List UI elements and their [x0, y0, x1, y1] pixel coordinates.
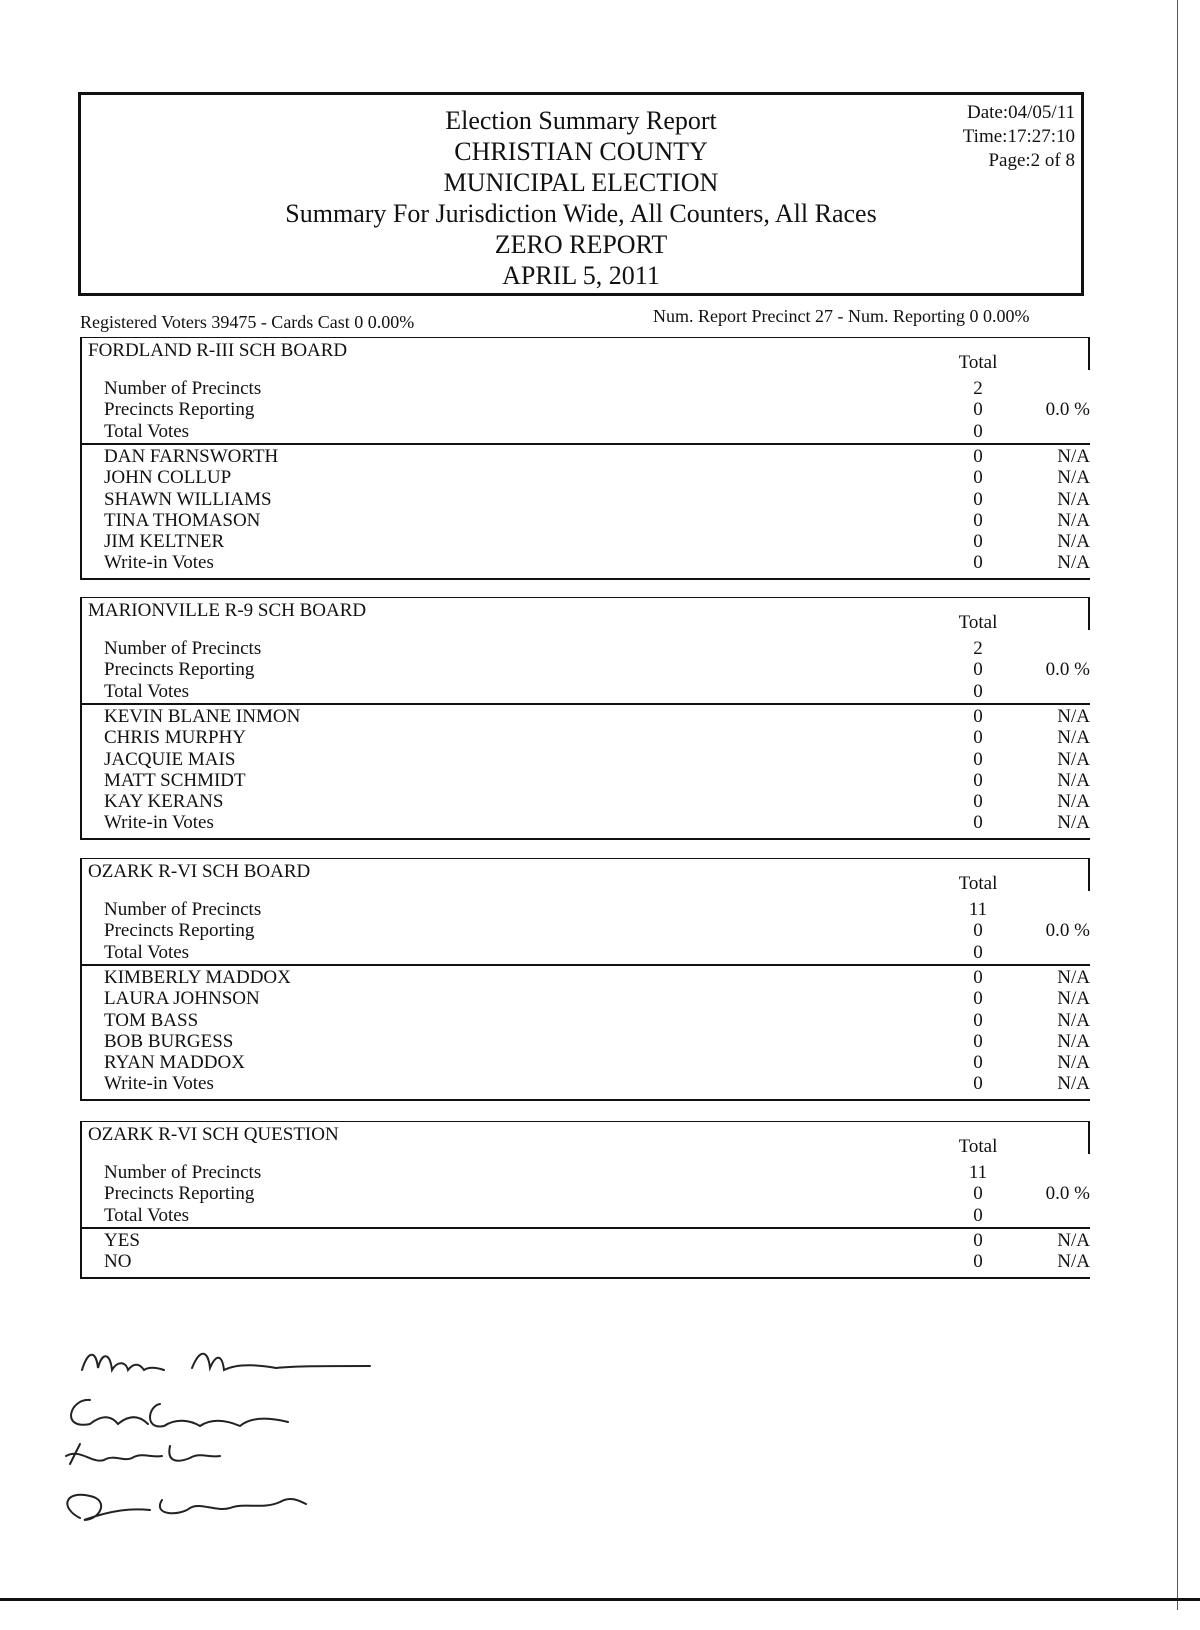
stat-row-total: 0 — [973, 399, 983, 420]
candidate-row — [82, 967, 1090, 989]
candidate-row-label: KEVIN BLANE INMON — [104, 706, 301, 727]
registered-voters-summary: Registered Voters 39475 - Cards Cast 0 0.00% — [80, 312, 415, 332]
candidate-row-percent: N/A — [1057, 967, 1090, 988]
race-title: OZARK R-VI SCH QUESTION — [88, 1124, 339, 1145]
stat-row — [82, 421, 1090, 443]
candidate-row — [82, 552, 1090, 574]
race-separator — [82, 443, 1090, 445]
stat-row — [82, 638, 1090, 660]
candidate-row-percent: N/A — [1057, 770, 1090, 791]
candidate-row-percent: N/A — [1057, 1010, 1090, 1031]
candidate-row-total: 0 — [973, 967, 983, 988]
race-separator — [82, 703, 1090, 705]
candidate-row-total: 0 — [973, 489, 983, 510]
candidate-row-percent: N/A — [1057, 1230, 1090, 1251]
stat-row-total: 11 — [968, 899, 988, 920]
candidate-row-percent: N/A — [1057, 727, 1090, 748]
report-type: ZERO REPORT — [494, 230, 668, 259]
race-title: MARIONVILLE R-9 SCH BOARD — [88, 600, 367, 621]
candidate-row — [82, 1073, 1090, 1095]
candidate-row-percent: N/A — [1057, 1251, 1090, 1272]
candidate-row-total: 0 — [973, 812, 983, 833]
stat-row-total: 11 — [968, 1162, 988, 1183]
summary-scope: Summary For Jurisdiction Wide, All Counters, All Races — [285, 199, 877, 228]
candidate-row-label: SHAWN WILLIAMS — [104, 489, 272, 510]
election-name: MUNICIPAL ELECTION — [443, 168, 719, 197]
race-separator — [82, 1227, 1090, 1229]
candidate-row-percent: N/A — [1057, 791, 1090, 812]
candidate-row-label: JIM KELTNER — [104, 531, 225, 552]
stat-row-label: Number of Precincts — [104, 378, 262, 399]
candidate-row-percent: N/A — [1057, 467, 1090, 488]
candidate-row-percent: N/A — [1057, 1052, 1090, 1073]
candidate-row — [82, 812, 1090, 834]
candidate-row-total: 0 — [973, 770, 983, 791]
county-name: CHRISTIAN COUNTY — [454, 137, 708, 166]
stat-row-label: Precincts Reporting — [104, 659, 255, 680]
stat-row-label: Precincts Reporting — [104, 399, 255, 420]
candidate-row-label: CHRIS MURPHY — [104, 727, 247, 748]
candidate-row-total: 0 — [973, 1230, 983, 1251]
total-column-header: Total — [958, 873, 998, 894]
candidate-row-label: NO — [104, 1251, 132, 1272]
candidate-row — [82, 1251, 1090, 1273]
candidate-row — [82, 531, 1090, 553]
race-title: OZARK R-VI SCH BOARD — [88, 861, 311, 882]
candidate-row-total: 0 — [973, 446, 983, 467]
candidate-row-total: 0 — [973, 727, 983, 748]
candidate-row-label: KAY KERANS — [104, 791, 224, 812]
header-title-block — [81, 105, 1081, 291]
candidate-row-label: Write-in Votes — [104, 552, 214, 573]
candidate-row — [82, 1230, 1090, 1252]
stat-row-total: 2 — [973, 378, 983, 399]
report-title: Election Summary Report — [445, 106, 717, 135]
report-date: Date:04/05/11 — [967, 102, 1075, 123]
candidate-row-total: 0 — [973, 1052, 983, 1073]
candidate-row-total: 0 — [973, 1010, 983, 1031]
candidate-row-percent: N/A — [1057, 1073, 1090, 1094]
candidate-row-label: Write-in Votes — [104, 1073, 214, 1094]
report-header — [78, 92, 1084, 296]
total-column-header: Total — [958, 612, 998, 633]
race-separator — [82, 964, 1090, 966]
candidate-row-total: 0 — [973, 1073, 983, 1094]
candidate-row-label: RYAN MADDOX — [104, 1052, 245, 1073]
race-title: FORDLAND R-III SCH BOARD — [88, 340, 348, 361]
candidate-row-label: BOB BURGESS — [104, 1031, 234, 1052]
handwritten-signatures — [40, 1340, 400, 1540]
stat-row — [82, 378, 1090, 400]
candidate-row-percent: N/A — [1057, 1031, 1090, 1052]
candidate-row-label: TOM BASS — [104, 1010, 199, 1031]
stat-row — [82, 399, 1090, 421]
precinct-reporting-summary: Num. Report Precinct 27 - Num. Reporting 0 0.00% — [653, 306, 1030, 326]
stat-row-label: Number of Precincts — [104, 899, 262, 920]
stat-row — [82, 1183, 1090, 1205]
candidate-row-percent: N/A — [1057, 988, 1090, 1009]
election-date: APRIL 5, 2011 — [502, 261, 660, 290]
stat-row-total: 0 — [973, 920, 983, 941]
report-time: Time:17:27:10 — [962, 126, 1075, 147]
candidate-row — [82, 467, 1090, 489]
candidate-row — [82, 770, 1090, 792]
stat-row-percent: 0.0 % — [1045, 920, 1090, 941]
total-column-header: Total — [958, 1136, 998, 1157]
stat-row-percent: 0.0 % — [1045, 1183, 1090, 1204]
candidate-row — [82, 489, 1090, 511]
stat-row — [82, 942, 1090, 964]
candidate-row-total: 0 — [973, 706, 983, 727]
candidate-row-label: YES — [104, 1230, 140, 1251]
stat-row — [82, 920, 1090, 942]
candidate-row — [82, 510, 1090, 532]
stat-row-total: 0 — [973, 1183, 983, 1204]
candidate-row-total: 0 — [973, 510, 983, 531]
race-border-right — [1088, 1122, 1090, 1154]
candidate-row-label: JOHN COLLUP — [104, 467, 232, 488]
stat-row — [82, 681, 1090, 703]
candidate-row-label: LAURA JOHNSON — [104, 988, 260, 1009]
stat-row-label: Number of Precincts — [104, 1162, 262, 1183]
race-section — [80, 1121, 1090, 1279]
candidate-row-total: 0 — [973, 1031, 983, 1052]
candidate-row-label: MATT SCHMIDT — [104, 770, 246, 791]
candidate-row — [82, 791, 1090, 813]
race-border-right — [1088, 859, 1090, 891]
signatures — [40, 1340, 400, 1540]
candidate-row-total: 0 — [973, 791, 983, 812]
candidate-row — [82, 988, 1090, 1010]
stat-row-percent: 0.0 % — [1045, 659, 1090, 680]
stat-row-total: 0 — [973, 942, 983, 963]
candidate-row-percent: N/A — [1057, 749, 1090, 770]
candidate-row-label: JACQUIE MAIS — [104, 749, 236, 770]
candidate-row-label: TINA THOMASON — [104, 510, 261, 531]
stat-row — [82, 899, 1090, 921]
candidate-row-percent: N/A — [1057, 706, 1090, 727]
bottom-rule — [0, 1598, 1200, 1601]
page-number: Page:2 of 8 — [988, 150, 1075, 171]
total-column-header: Total — [958, 352, 998, 373]
candidate-row — [82, 749, 1090, 771]
candidate-row-percent: N/A — [1057, 552, 1090, 573]
stat-row-total: 0 — [973, 421, 983, 442]
stat-row-label: Precincts Reporting — [104, 920, 255, 941]
page-edge — [1177, 0, 1178, 1610]
race-border-right — [1088, 338, 1090, 370]
stat-row-label: Number of Precincts — [104, 638, 262, 659]
candidate-row-label: Write-in Votes — [104, 812, 214, 833]
stat-row-total: 0 — [973, 659, 983, 680]
stat-row-label: Total Votes — [104, 1205, 190, 1226]
race-border-right — [1088, 598, 1090, 630]
candidate-row-percent: N/A — [1057, 489, 1090, 510]
candidate-row-total: 0 — [973, 749, 983, 770]
race-section — [80, 337, 1090, 580]
stat-row-total: 0 — [973, 681, 983, 702]
candidate-row — [82, 1052, 1090, 1074]
candidate-row — [82, 1010, 1090, 1032]
candidate-row-percent: N/A — [1057, 812, 1090, 833]
candidate-row-percent: N/A — [1057, 510, 1090, 531]
stat-row — [82, 1162, 1090, 1184]
candidate-row-total: 0 — [973, 988, 983, 1009]
candidate-row-percent: N/A — [1057, 446, 1090, 467]
header-meta — [963, 101, 1075, 173]
candidate-row-label: DAN FARNSWORTH — [104, 446, 279, 467]
stat-row-total: 2 — [973, 638, 983, 659]
stat-row — [82, 659, 1090, 681]
candidate-row — [82, 1031, 1090, 1053]
candidate-row — [82, 446, 1090, 468]
stat-row-label: Total Votes — [104, 421, 190, 442]
race-section — [80, 858, 1090, 1101]
candidate-row-total: 0 — [973, 531, 983, 552]
stat-row-label: Total Votes — [104, 681, 190, 702]
candidate-row-total: 0 — [973, 467, 983, 488]
candidate-row — [82, 706, 1090, 728]
candidate-row-total: 0 — [973, 552, 983, 573]
stat-row-label: Total Votes — [104, 942, 190, 963]
candidate-row-percent: N/A — [1057, 531, 1090, 552]
candidate-row-total: 0 — [973, 1251, 983, 1272]
stat-row-total: 0 — [973, 1205, 983, 1226]
candidate-row — [82, 727, 1090, 749]
stat-row-percent: 0.0 % — [1045, 399, 1090, 420]
stat-row — [82, 1205, 1090, 1227]
race-section — [80, 597, 1090, 840]
candidate-row-label: KIMBERLY MADDOX — [104, 967, 291, 988]
stat-row-label: Precincts Reporting — [104, 1183, 255, 1204]
